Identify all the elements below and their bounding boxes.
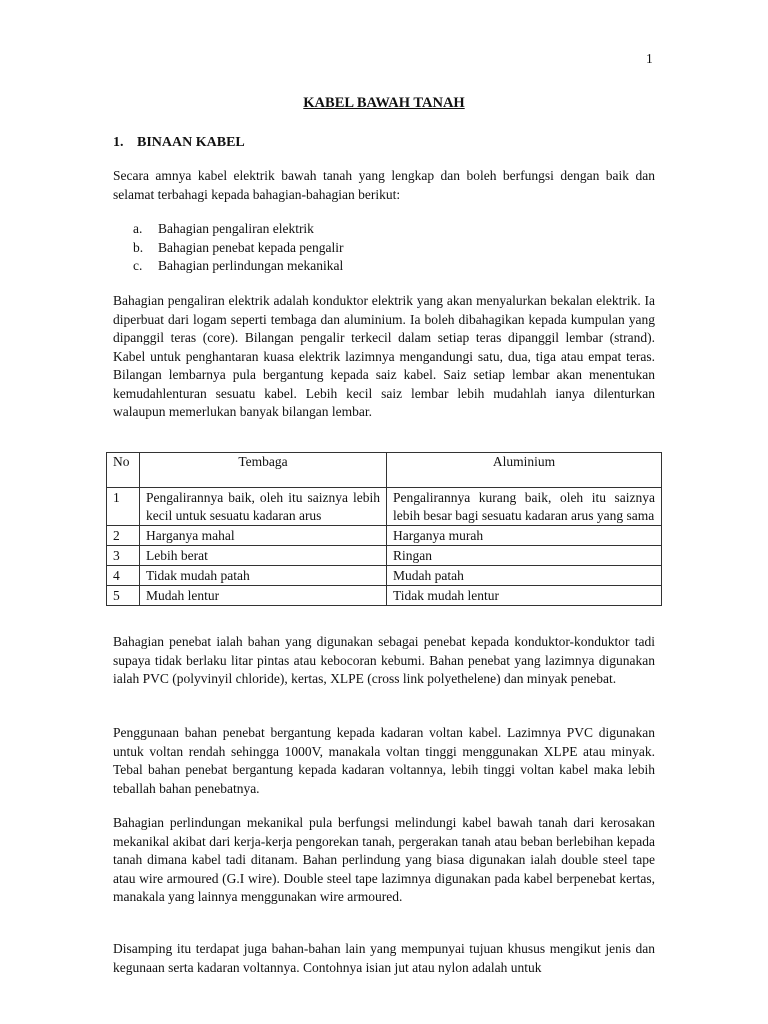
cell-tembaga: Mudah lentur [140, 586, 387, 606]
intro-paragraph: Secara amnya kabel elektrik bawah tanah yang lengkap dan boleh berfungsi dengan baik dan selamat terbahagi kepada bahagian-bahagian berikut: [113, 168, 655, 202]
table-row [107, 566, 662, 586]
table-header-row [107, 453, 662, 488]
list-item-text: Bahagian pengaliran elektrik [158, 221, 314, 236]
cell-aluminium: Tidak mudah lentur [387, 586, 662, 606]
voltage-paragraph: Penggunaan bahan penebat bergantung kepada kadaran voltan kabel. Lazimnya PVC digunakan untuk voltan rendah sehingga 1000V, manakala voltan tinggi menggunakan XLPE atau minyak. Tebal bahan penebat bergantung kepada kadaran voltannya, lebih tinggi voltan kabel maka lebih teballah bahan penebatnya. [113, 725, 655, 796]
comparison-table [106, 452, 662, 606]
cell-no: 1 [107, 488, 140, 526]
cell-tembaga: Pengalirannya baik, oleh itu saiznya lebih kecil untuk sesuatu kadaran arus [140, 488, 387, 526]
section-heading [113, 134, 245, 153]
cell-tembaga: Harganya mahal [140, 526, 387, 546]
cell-tembaga: Lebih berat [140, 546, 387, 566]
list-item [133, 257, 344, 276]
cell-no: 4 [107, 566, 140, 586]
cell-no: 2 [107, 526, 140, 546]
table-row [107, 526, 662, 546]
header-tembaga: Tembaga [140, 453, 387, 488]
page-number: 1 [646, 51, 653, 66]
cell-aluminium: Pengalirannya kurang baik, oleh itu saiznya lebih besar bagi sesuatu kadaran arus yang sama [387, 488, 662, 526]
document-title: KABEL BAWAH TANAH [303, 95, 465, 111]
header-aluminium: Aluminium [387, 453, 662, 488]
list-item [133, 239, 344, 258]
cell-aluminium: Mudah patah [387, 566, 662, 586]
component-list [133, 220, 344, 276]
list-marker: c. [133, 258, 143, 273]
other-materials-paragraph: Disamping itu terdapat juga bahan-bahan lain yang mempunyai tujuan khusus mengikut jenis dan kegunaan serta kadaran voltannya. Contohnya isian jut atau nylon adalah untuk [113, 941, 655, 975]
cell-aluminium: Ringan [387, 546, 662, 566]
table-row [107, 546, 662, 566]
section-title: BINAAN KABEL [137, 135, 245, 150]
list-marker: b. [133, 239, 144, 255]
section-number: 1. [113, 135, 124, 150]
list-item-text: Bahagian perlindungan mekanikal [158, 258, 344, 273]
table-row [107, 488, 662, 526]
header-no: No [107, 453, 140, 488]
cell-no: 3 [107, 546, 140, 566]
cell-aluminium: Harganya murah [387, 526, 662, 546]
insulation-paragraph: Bahagian penebat ialah bahan yang digunakan sebagai penebat kepada konduktor-konduktor tadi supaya tidak berlaku litar pintas atau kebocoran kebumi. Bahan penebat yang lazimnya digunakan ialah PVC (polyvinyil chloride), kertas, XLPE (cross link polyethelene) dan minyak penebat. [113, 634, 655, 686]
cell-no: 5 [107, 586, 140, 606]
list-item-text: Bahagian penebat kepada pengalir [158, 239, 344, 255]
list-item [133, 220, 344, 239]
conductor-paragraph: Bahagian pengaliran elektrik adalah konduktor elektrik yang akan menyalurkan bekalan elektrik. Ia diperbuat dari logam seperti tembaga dan aluminium. Ia boleh dibahagikan kepada kumpulan yang dipanggil teras (core). Bilangan pengalir terkecil dalam setiap teras dipanggil lembar (strand). Kabel untuk penghantaran kuasa elektrik lazimnya mengandungi satu, dua, tiga atau empat teras. Bilangan lembarnya pula bergantung kepada saiz kabel. Saiz setiap lembar akan menentukan kemudahlenturan sesuatu kabel. Lebih kecil saiz lembar lebih mudahlah ianya dilenturkan walaupun memerlukan banyak bilangan lembar. [113, 293, 655, 419]
list-marker: a. [133, 221, 143, 236]
cell-tembaga: Tidak mudah patah [140, 566, 387, 586]
protection-paragraph: Bahagian perlindungan mekanikal pula berfungsi melindungi kabel bawah tanah dari kerosakan mekanikal akibat dari kerja-kerja pengorekan tanah, pergerakan tanah atau beban berlebihan kepada tanah dimana kabel tadi ditanam. Bahan perlindung yang biasa digunakan ialah double steel tape atau wire armoured (G.I wire). Double steel tape lazimnya digunakan pada kabel berpenebat kertas, manakala yang lainnya menggunakan wire armoured. [113, 815, 655, 904]
table-row [107, 586, 662, 606]
